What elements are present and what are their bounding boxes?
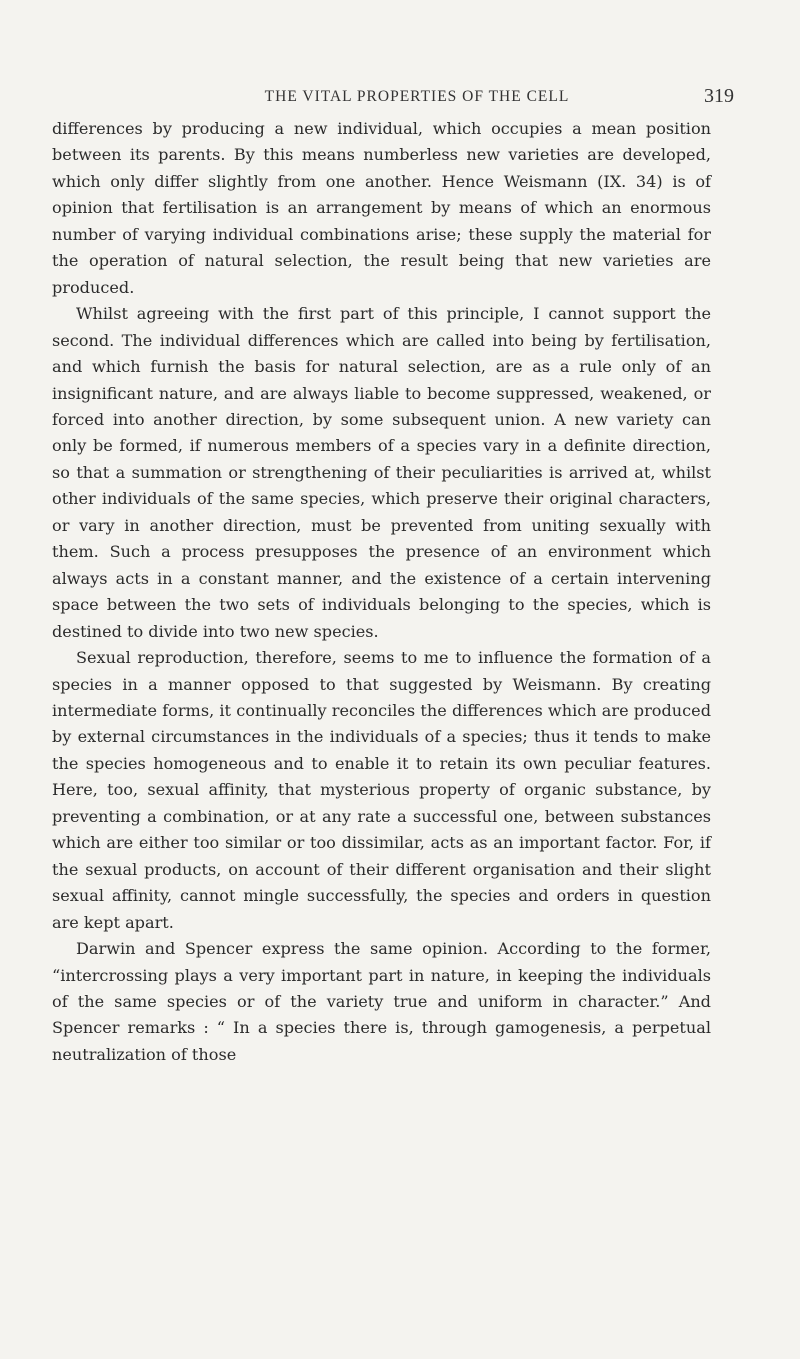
chapter-title: THE VITAL PROPERTIES OF THE CELL	[264, 88, 570, 105]
page-number: 319	[704, 85, 734, 107]
paragraph-4: Darwin and Spencer express the same opinion. According to the former, “intercrossing plays a very important part in nature, in keeping the individuals of the same species or of the variety true and uniform in character.” And Spencer remarks : “ In a species there is, through gamogenesis, a perpetual neutralization of those	[52, 939, 711, 1064]
paragraph-2: Whilst agreeing with the first part of this principle, I cannot support the second. The individual differences which are called into being by fertilisation, and which furnish the basis for natural selection, are as a rule only of an insignificant nature, and are always liable to become suppressed, weakened, or forced into another direction, by some subsequent union. A new variety can only be formed, if numerous members of a species vary in a definite direction, so that a summation or strengthening of their peculiarities is arrived at, whilst other individuals of the same species, which preserve their original characters, or vary in another direction, must be prevented from uniting sexually with them. Such a process presupposes the presence of an environment which always acts in a constant manner, and the existence of a certain intervening space between the two sets of individuals belonging to the species, which is destined to divide into two new species.	[52, 304, 711, 641]
paragraph-1: differences by producing a new individual, which occupies a mean position between its parents. By this means numberless new varieties are developed, which only differ slightly from one another. Hence Weismann (IX. 34) is of opinion that fertilisation is an arrangement by means of which an enormous number of varying individual combinations arise; these supply the material for the operation of natural selection, the result being that new varieties are produced.	[52, 119, 711, 297]
paragraph-3: Sexual reproduction, therefore, seems to me to influence the formation of a species in a manner opposed to that suggested by Weismann. By creating intermediate forms, it continually reconciles the differences which are produced by external circumstances in the individuals of a species; thus it tends to make the species homogeneous and to enable it to retain its own peculiar features. Here, too, sexual affinity, that mysterious property of organic substance, by preventing a combination, or at any rate a successful one, between substances which are either too similar or too dissimilar, acts as an important factor. For, if the sexual products, on account of their different organisation and their slight sexual affinity, cannot mingle successfully, the species and orders in question are kept apart.	[52, 648, 711, 932]
body-text	[52, 116, 711, 1068]
running-head	[0, 85, 800, 112]
